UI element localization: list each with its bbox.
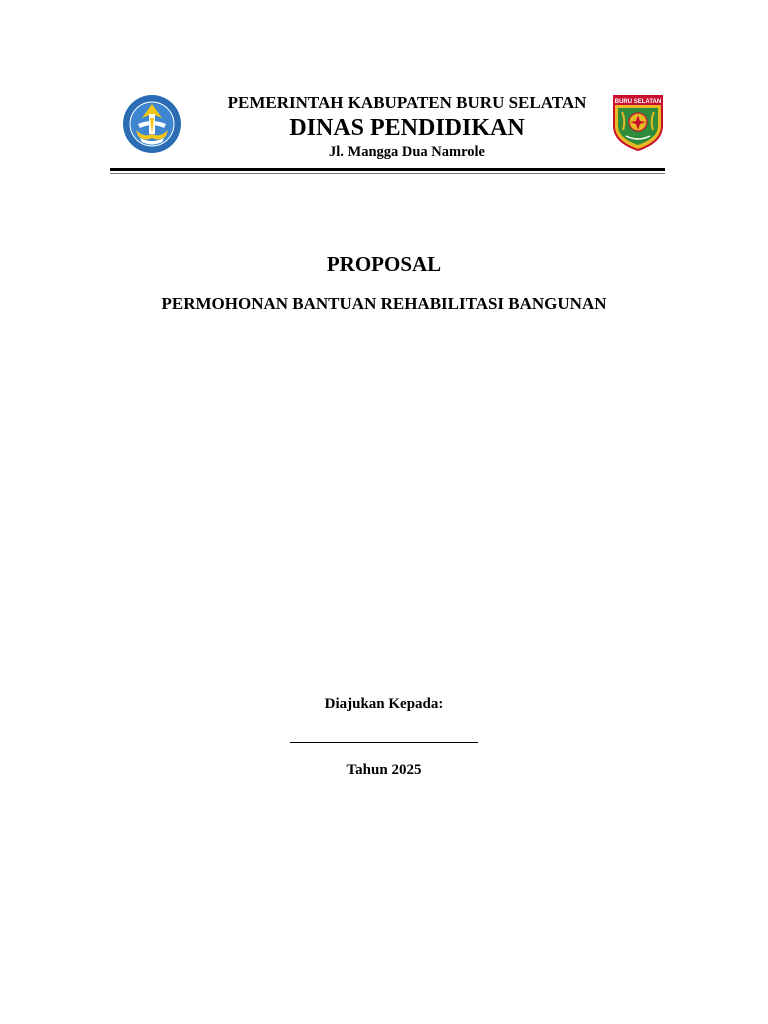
tut-wuri-handayani-emblem-icon: [122, 94, 182, 154]
crest-banner-text: BURU SELATAN: [614, 99, 662, 105]
document-title: PROPOSAL: [326, 252, 442, 276]
government-name: PEMERINTAH KABUPATEN BURU SELATAN: [227, 93, 587, 112]
letterhead: [110, 88, 665, 172]
submitted-to-label: Diajukan Kepada:: [324, 696, 444, 712]
recipient-blank-line: [290, 742, 478, 743]
agency-address: Jl. Mangga Dua Namrole: [328, 144, 485, 160]
letterhead-divider-thick: [110, 168, 665, 171]
letterhead-text: [202, 92, 612, 162]
document-subtitle: PERMOHONAN BANTUAN REHABILITASI BANGUNAN: [161, 294, 607, 313]
letterhead-divider-thin: [110, 173, 665, 174]
buru-selatan-regency-crest-icon: [610, 92, 666, 152]
agency-name: DINAS PENDIDIKAN: [289, 115, 525, 141]
year-label: Tahun 2025: [346, 762, 422, 778]
